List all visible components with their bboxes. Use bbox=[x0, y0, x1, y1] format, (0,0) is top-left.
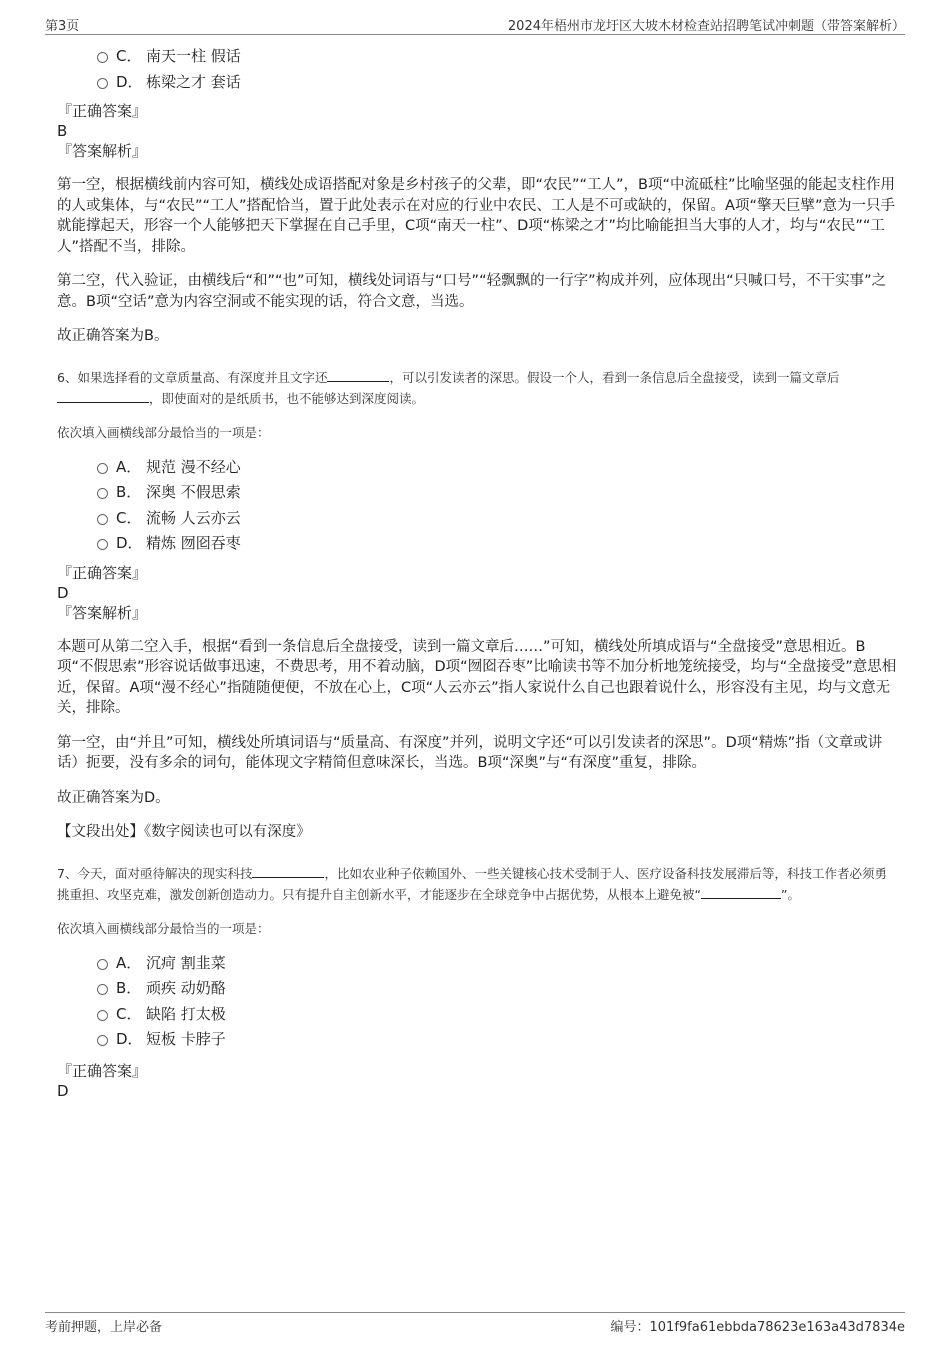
document-code: 编号：101f9fa61ebbda78623e163a43d7834e bbox=[610, 1320, 905, 1335]
option-b[interactable]: B． 顽疾 动奶酪 bbox=[97, 976, 897, 1002]
question-prompt: 依次填入画横线部分最恰当的一项是： bbox=[57, 424, 270, 440]
radio-icon[interactable] bbox=[97, 514, 108, 525]
main-content bbox=[57, 44, 897, 1101]
radio-icon[interactable] bbox=[97, 463, 108, 474]
radio-icon[interactable] bbox=[97, 52, 108, 63]
analysis-label: 『答案解析』 bbox=[57, 142, 148, 160]
text-source: 【文段出处】《数字阅读也可以有深度》 bbox=[57, 824, 311, 840]
option-a[interactable]: A． 规范 漫不经心 bbox=[97, 455, 897, 481]
blank-line bbox=[252, 864, 324, 878]
page-footer bbox=[45, 1312, 905, 1337]
option-d[interactable]: D． 栋梁之才 套话 bbox=[97, 70, 897, 96]
option-c[interactable]: C． 缺陷 打太极 bbox=[97, 1002, 897, 1028]
radio-icon[interactable] bbox=[97, 959, 108, 970]
answer-label: 『正确答案』 bbox=[57, 1061, 148, 1080]
blank-line bbox=[327, 368, 389, 382]
radio-icon[interactable] bbox=[97, 1035, 108, 1046]
question-prompt: 依次填入画横线部分最恰当的一项是： bbox=[57, 920, 270, 936]
answer-label: 『正确答案』 bbox=[57, 102, 148, 120]
analysis-paragraph: 第一空，由“并且”可知，横线处所填词语与“质量高、有深度”并列，说明文字还“可以引发读者的深思”。D项“精炼”指（文章或讲话）扼要，没有多余的词句，能体现文字精简但意味深长，当选。B项“深奥”与“有深度”重复，排除。 bbox=[57, 734, 883, 771]
answer-value: B bbox=[57, 122, 68, 140]
radio-icon[interactable] bbox=[97, 488, 108, 499]
option-c[interactable]: C． 南天一柱 假话 bbox=[97, 44, 897, 70]
option-c[interactable]: C． 流畅 人云亦云 bbox=[97, 506, 897, 532]
option-b[interactable]: B． 深奥 不假思索 bbox=[97, 480, 897, 506]
radio-icon[interactable] bbox=[97, 539, 108, 550]
q7-options bbox=[57, 951, 897, 1053]
page-number: 第3页 bbox=[45, 19, 80, 34]
q6-options bbox=[57, 455, 897, 557]
analysis-conclusion: 故正确答案为B。 bbox=[57, 328, 169, 344]
blank-line bbox=[57, 389, 149, 403]
q5-options bbox=[57, 44, 897, 95]
option-d[interactable]: D． 精炼 囫囵吞枣 bbox=[97, 531, 897, 557]
radio-icon[interactable] bbox=[97, 78, 108, 89]
question-7-stem: 7、今天，面对亟待解决的现实科技 ，比如农业种子依赖国外、一些关键核心技术受制于人、医疗设备科技发展滞后等，科技工作者必须勇挑重担、攻坚克难，激发创新创造动力。只有提升自主创新水平，才能逐步在全球竞争中占据优势，从根本上避免被“ ”。 bbox=[57, 865, 887, 902]
blank-line bbox=[701, 885, 781, 899]
option-d[interactable]: D． 短板 卡脖子 bbox=[97, 1027, 897, 1053]
analysis-paragraph: 本题可从第二空入手，根据“看到一条信息后全盘接受，读到一篇文章后……”可知，横线处所填成语与“全盘接受”意思相近。B项“不假思索”形容说话做事迅速，不费思考，用不着动脑，D项“囫囵吞枣”比喻读书等不加分析地笼统接受，均与“全盘接受”意思相近，保留。A项“漫不经心”指随随便便，不放在心上，C项“人云亦云”指人家说什么自己也跟着说什么，形容没有主见，均与文意无关，排除。 bbox=[57, 638, 897, 716]
analysis-paragraph: 第一空，根据横线前内容可知，横线处成语搭配对象是乡村孩子的父辈，即“农民”“工人”，B项“中流砥柱”比喻坚强的能起支柱作用的人或集体，与“农民”“工人”搭配恰当，置于此处表示在对应的行业中农民、工人是不可或缺的，保留。A项“擎天巨擘”意为一只手就能撑起天，形容一个人能够把天下掌握在自己手里，C项“南天一柱”、D项“栋梁之才”均比喻能担当大事的人才，均与“农民”“工人”搭配不当，排除。 bbox=[57, 177, 896, 255]
analysis-label: 『答案解析』 bbox=[57, 603, 148, 622]
answer-label: 『正确答案』 bbox=[57, 563, 148, 582]
answer-value: D bbox=[57, 583, 69, 602]
answer-value: D bbox=[57, 1081, 69, 1100]
question-6-stem: 6、如果选择看的文章质量高、有深度并且文字还 ，可以引发读者的深思。假设一个人，看到一条信息后全盘接受，读到一篇文章后 ，即使面对的是纸质书，也不能够达到深度阅读。 bbox=[57, 369, 840, 406]
analysis-conclusion: 故正确答案为D。 bbox=[57, 789, 170, 806]
radio-icon[interactable] bbox=[97, 1010, 108, 1021]
radio-icon[interactable] bbox=[97, 984, 108, 995]
footer-slogan: 考前押题，上岸必备 bbox=[45, 1320, 163, 1335]
option-a[interactable]: A． 沉疴 割韭菜 bbox=[97, 951, 897, 977]
page-header bbox=[45, 12, 905, 35]
document-title: 2024年梧州市龙圩区大坡木材检查站招聘笔试冲刺题（带答案解析） bbox=[507, 19, 905, 34]
analysis-paragraph: 第二空，代入验证，由横线后“和”“也”可知，横线处词语与“口号”“轻飘飘的一行字”构成并列，应体现出“只喊口号，不干实事”之意。B项“空话”意为内容空洞或不能实现的话，符合文意，当选。 bbox=[57, 273, 887, 310]
